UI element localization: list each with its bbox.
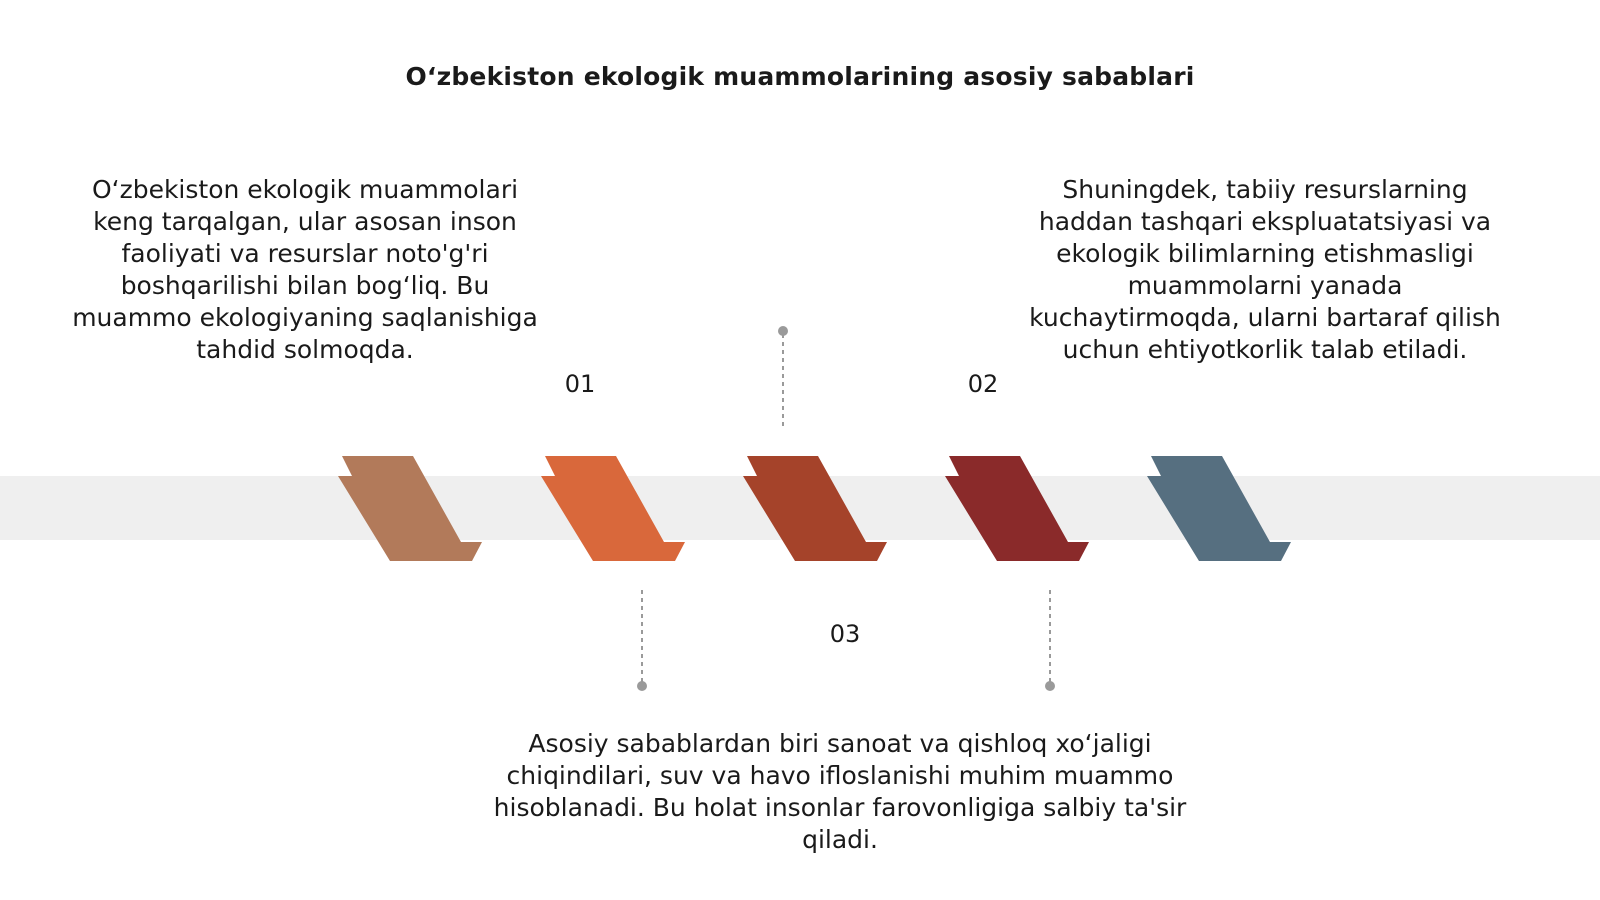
chevron-3 [743,456,887,561]
connector-dot-bottom-left [637,681,647,691]
chevron-1 [338,456,482,561]
step-text-03: Asosiy sabablardan biri sanoat va qishloq xo‘jaligi chiqindilari, suv va havo ifloslanishi muhim muammo hisoblanadi. Bu holat insonlar farovonligiga salbiy ta'sir qiladi. [493,729,1187,854]
slide-title: O‘zbekiston ekologik muammolarining asosiy sabablari [405,62,1195,91]
step-text-01: O‘zbekiston ekologik muammolari keng tarqalgan, ular asosan inson faoliyati va resurslar noto'g'ri boshqarilishi bilan bog‘liq. Bu muammo ekologiyaning saqlanishiga tahdid solmoqda. [72,175,538,364]
step-number-01: 01 [564,370,596,398]
connector-dot-bottom-right [1045,681,1055,691]
step-text-02: Shuningdek, tabiiy resurslarning haddan tashqari ekspluatatsiyasi va ekologik bilimlarning etishmasligi muammolarni yanada kuchaytirmoqda, ularni bartaraf qilish uchun ehtiyotkorlik talab etiladi. [1029,175,1501,364]
step-number-03: 03 [829,620,861,648]
chevron-2 [541,456,685,561]
chevron-4 [945,456,1089,561]
chevron-5 [1147,456,1291,561]
connector-dot-top [778,326,788,336]
step-number-02: 02 [967,370,999,398]
